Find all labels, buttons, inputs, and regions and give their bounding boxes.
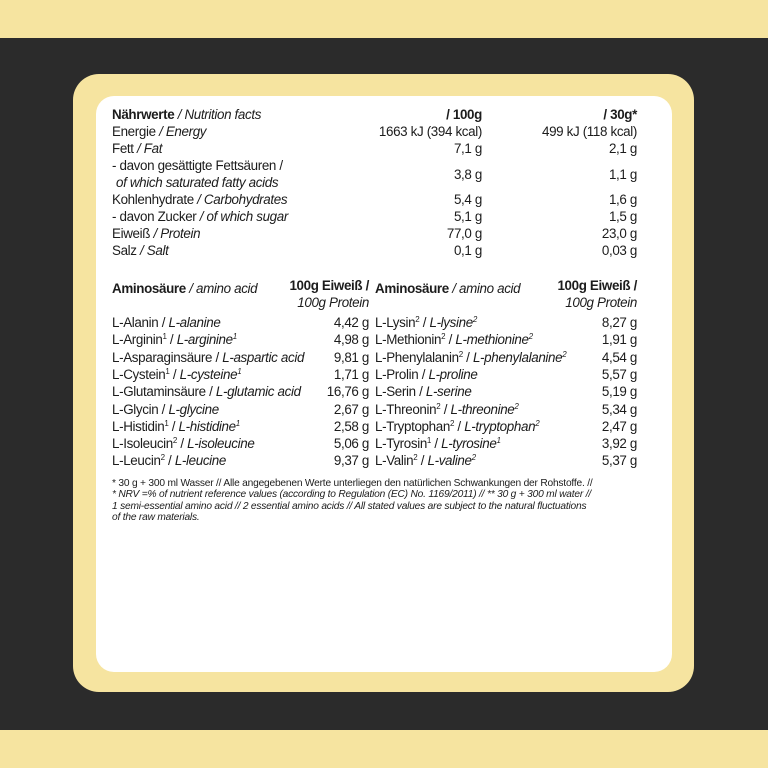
amino-row-label: L-Cystein$^1$ / L-cysteine$^1$ bbox=[112, 366, 242, 382]
nutrition-row-value-30g: 23,0 g bbox=[601, 226, 637, 241]
nutrition-row-label: Energie / Energy bbox=[112, 124, 207, 139]
amino-row-value: 1,71 g bbox=[333, 366, 369, 382]
amino-row-value: 2,67 g bbox=[333, 401, 369, 417]
amino-row-label: L-Alanin / L-alanine bbox=[112, 315, 221, 330]
amino-row-value: 5,34 g bbox=[601, 401, 637, 417]
nutrition-row-value-30g: 1,6 g bbox=[608, 192, 637, 207]
amino-row-label: L-Phenylalanin$^2$ / L-phenylalanine$^2$ bbox=[375, 349, 567, 365]
amino-row-value: 4,42 g bbox=[333, 315, 369, 330]
nutrition-row-value-30g: 1,5 g bbox=[608, 209, 637, 224]
amino-row-value: 9,81 g bbox=[333, 349, 369, 365]
amino-row-label: L-Valin$^2$ / L-valine$^2$ bbox=[375, 453, 476, 469]
amino-row-value: 16,76 g bbox=[326, 384, 369, 400]
amino-row-label: L-Histidin$^1$ / L-histidine$^1$ bbox=[112, 418, 240, 434]
amino-row-value: 5,06 g bbox=[333, 436, 369, 452]
nutrition-row-value-100g: 5,4 g bbox=[453, 192, 482, 207]
nutrition-row-value-100g: 1663 kJ (394 kcal) bbox=[378, 124, 482, 139]
footnote bbox=[112, 478, 652, 524]
amino-row-value: 8,27 g bbox=[601, 315, 637, 330]
amino-header-label-right: Aminosäure / amino acid bbox=[375, 281, 521, 296]
nutrition-header-label: Nährwerte / Nutrition facts bbox=[112, 107, 262, 122]
amino-row-label: L-Isoleucin$^2$ / L-isoleucine bbox=[112, 436, 255, 452]
footnote-line: of the raw materials. bbox=[112, 512, 200, 524]
nutrition-row-value-100g: 5,1 g bbox=[453, 209, 482, 224]
amino-row-value: 5,19 g bbox=[601, 384, 637, 400]
amino-row-label: L-Lysin$^2$ / L-lysine$^2$ bbox=[375, 315, 477, 330]
amino-header-unit-right-en: 100g Protein bbox=[565, 295, 637, 310]
nutrition-header-col2: / 30g* bbox=[603, 107, 637, 122]
nutrition-row-label: - davon gesättigte Fettsäuren / bbox=[112, 158, 283, 173]
nutrition-row-label: Salz / Salt bbox=[112, 243, 169, 258]
amino-row-label: L-Prolin / L-proline bbox=[375, 366, 478, 382]
bottom-band bbox=[0, 730, 768, 768]
amino-row-label: L-Glutaminsäure / L-glutamic acid bbox=[112, 384, 301, 400]
nutrition-row-value-30g: 2,1 g bbox=[608, 141, 637, 156]
amino-row-value: 5,57 g bbox=[601, 366, 637, 382]
nutrition-row-label: Kohlenhydrate / Carbohydrates bbox=[112, 192, 288, 207]
amino-row-label: L-Tyrosin$^1$ / L-tyrosine$^1$ bbox=[375, 436, 501, 452]
footnote-line: * NRV =% of nutrient reference values (according to Regulation (EC) No. 1169/2011) // ** 30 g + 300 ml water // bbox=[112, 489, 591, 501]
amino-row-label: L-Serin / L-serine bbox=[375, 384, 472, 400]
amino-header-unit-left-en: 100g Protein bbox=[297, 295, 369, 310]
amino-row-label: L-Asparaginsäure / L-aspartic acid bbox=[112, 349, 305, 365]
nutrition-row-label: - davon Zucker / of which sugar bbox=[112, 209, 288, 224]
nutrition-row-value-100g: 77,0 g bbox=[446, 226, 482, 241]
amino-row-value: 3,92 g bbox=[601, 436, 637, 452]
amino-row-value: 5,37 g bbox=[601, 453, 637, 469]
amino-row-label: L-Threonin$^2$ / L-threonine$^2$ bbox=[375, 401, 519, 417]
amino-row-value: 4,98 g bbox=[333, 332, 369, 348]
footnote-line: * 30 g + 300 ml Wasser // Alle angegebenen Werte unterliegen den natürlichen Schwankungen der Rohstoffe. // bbox=[112, 478, 593, 489]
amino-row-value: 9,37 g bbox=[333, 453, 369, 469]
amino-row-label: L-Tryptophan$^2$ / L-tryptophan$^2$ bbox=[375, 418, 540, 434]
amino-row-label: L-Leucin$^2$ / L-leucine bbox=[112, 453, 227, 469]
amino-row-value: 2,58 g bbox=[333, 418, 369, 434]
amino-row-label: L-Methionin$^2$ / L-methionine$^2$ bbox=[375, 332, 533, 348]
amino-header-label-left: Aminosäure / amino acid bbox=[112, 281, 258, 296]
amino-row-value: 4,54 g bbox=[601, 349, 637, 365]
nutrition-row-value-100g: 7,1 g bbox=[453, 141, 482, 156]
footnote-line: 1 semi-essential amino acid // 2 essential amino acids // All stated values are subject to the natural fluctuations bbox=[112, 500, 587, 512]
amino-row-value: 1,91 g bbox=[601, 332, 637, 348]
nutrition-row-value-100g: 0,1 g bbox=[453, 243, 482, 258]
nutrition-row-label-en: of which saturated fatty acids bbox=[116, 175, 279, 190]
nutrition-row-label: Fett / Fat bbox=[112, 141, 163, 156]
amino-row-label: L-Arginin$^1$ / L-arginine$^1$ bbox=[112, 332, 237, 348]
amino-header-unit-left: 100g Eiweiß / bbox=[289, 278, 369, 293]
amino-header-unit-right: 100g Eiweiß / bbox=[557, 278, 637, 293]
nutrition-row-value-30g: 0,03 g bbox=[601, 243, 637, 258]
nutrition-row-value-30g: 499 kJ (118 kcal) bbox=[541, 124, 637, 139]
nutrition-header-col1: / 100g bbox=[446, 107, 482, 122]
nutrition-row-label: Eiweiß / Protein bbox=[112, 226, 201, 241]
amino-row-label: L-Glycin / L-glycine bbox=[112, 401, 219, 417]
amino-row-value: 2,47 g bbox=[601, 418, 637, 434]
nutrition-row-value-30g: 1,1 g bbox=[608, 167, 637, 182]
top-band bbox=[0, 0, 768, 38]
nutrition-row-value-100g: 3,8 g bbox=[453, 167, 482, 182]
